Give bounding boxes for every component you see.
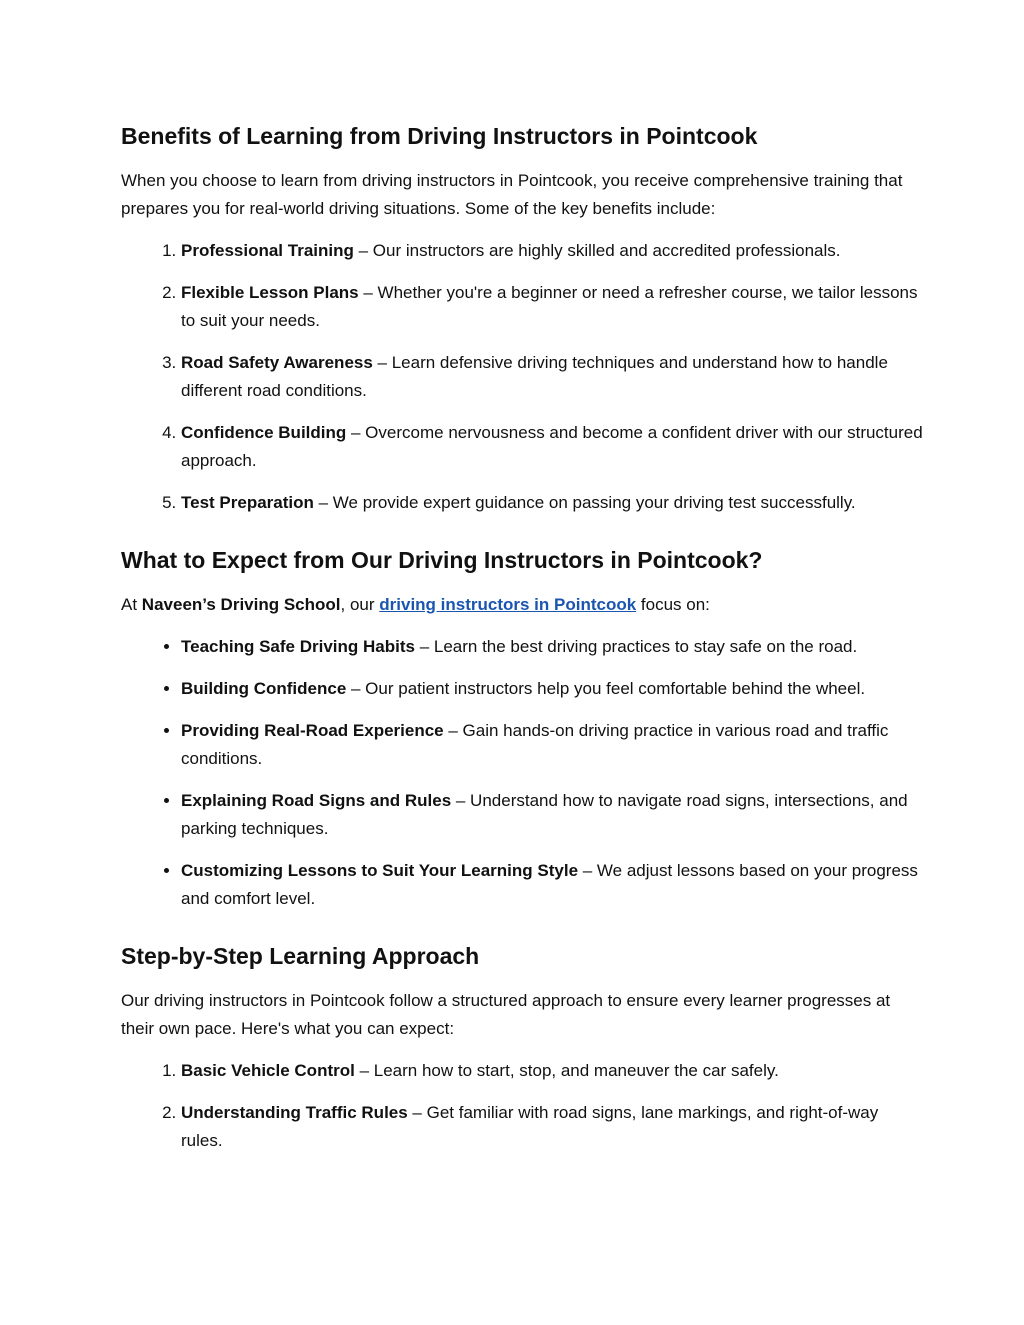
intro-prefix: At [121, 595, 142, 614]
list-item-title: Explaining Road Signs and Rules [181, 791, 452, 810]
list-item-text: – Our patient instructors help you feel comfortable behind the wheel. [346, 679, 866, 698]
list-item-text: – Learn the best driving practices to stay safe on the road. [414, 637, 858, 656]
list-item-title: Providing Real-Road Experience [181, 721, 444, 740]
list-item-title: Customizing Lessons to Suit Your Learning Style [181, 861, 579, 880]
list-item [181, 787, 924, 843]
section-heading-expect: What to Expect from Our Driving Instructors in Pointcook? [121, 547, 763, 573]
list-item-title: Building Confidence [181, 679, 347, 698]
section-intro-expect [121, 591, 924, 619]
section-heading-benefits: Benefits of Learning from Driving Instructors in Pointcook [121, 123, 758, 149]
list-item-text: – Our instructors are highly skilled and accredited professionals. [353, 241, 841, 260]
list-item [181, 717, 924, 773]
instructors-link[interactable]: driving instructors in Pointcook [379, 595, 637, 614]
list-item-title: Flexible Lesson Plans [181, 283, 359, 302]
list-item-text: – We provide expert guidance on passing your driving test successfully. [313, 493, 856, 512]
list-item [181, 419, 924, 475]
section-heading-approach: Step-by-Step Learning Approach [121, 943, 480, 969]
benefits-list [121, 237, 924, 517]
list-item-text: – Get familiar with road signs, lane markings, and right-of-way rules. [181, 1103, 879, 1150]
section-intro-benefits: When you choose to learn from driving instructors in Pointcook, you receive comprehensive training that prepares you for real-world driving situations. Some of the key benefits include: [121, 171, 903, 218]
list-item [181, 349, 924, 405]
list-item-text: – We adjust lessons based on your progress and comfort level. [181, 861, 918, 908]
list-item-title: Confidence Building [181, 423, 347, 442]
intro-middle: , our [340, 595, 380, 614]
list-item-text: – Gain hands-on driving practice in various road and traffic conditions. [181, 721, 889, 768]
list-item [181, 675, 924, 703]
section-intro-approach: Our driving instructors in Pointcook follow a structured approach to ensure every learner progresses at their own pace. Here's what you can expect: [121, 991, 891, 1038]
list-item-title: Professional Training [181, 241, 354, 260]
list-item-text: – Whether you're a beginner or need a refresher course, we tailor lessons to suit your needs. [181, 283, 918, 330]
list-item-title: Understanding Traffic Rules [181, 1103, 408, 1122]
list-item [181, 1099, 924, 1155]
school-name: Naveen’s Driving School [141, 595, 341, 614]
expect-list [121, 633, 924, 913]
list-item-title: Teaching Safe Driving Habits [181, 637, 415, 656]
list-item-text: – Learn defensive driving techniques and understand how to handle different road conditions. [181, 353, 888, 400]
list-item [181, 633, 924, 661]
list-item-title: Basic Vehicle Control [181, 1061, 355, 1080]
list-item-text: – Learn how to start, stop, and maneuver the car safely. [354, 1061, 779, 1080]
list-item-text: – Understand how to navigate road signs, intersections, and parking techniques. [181, 791, 908, 838]
list-item [181, 489, 924, 517]
list-item [181, 279, 924, 335]
list-item [181, 857, 924, 913]
list-item [181, 237, 924, 265]
approach-list [121, 1057, 924, 1155]
intro-suffix: focus on: [636, 595, 710, 614]
list-item [181, 1057, 924, 1085]
list-item-text: – Overcome nervousness and become a confident driver with our structured approach. [181, 423, 923, 470]
list-item-title: Test Preparation [181, 493, 314, 512]
list-item-title: Road Safety Awareness [181, 353, 373, 372]
